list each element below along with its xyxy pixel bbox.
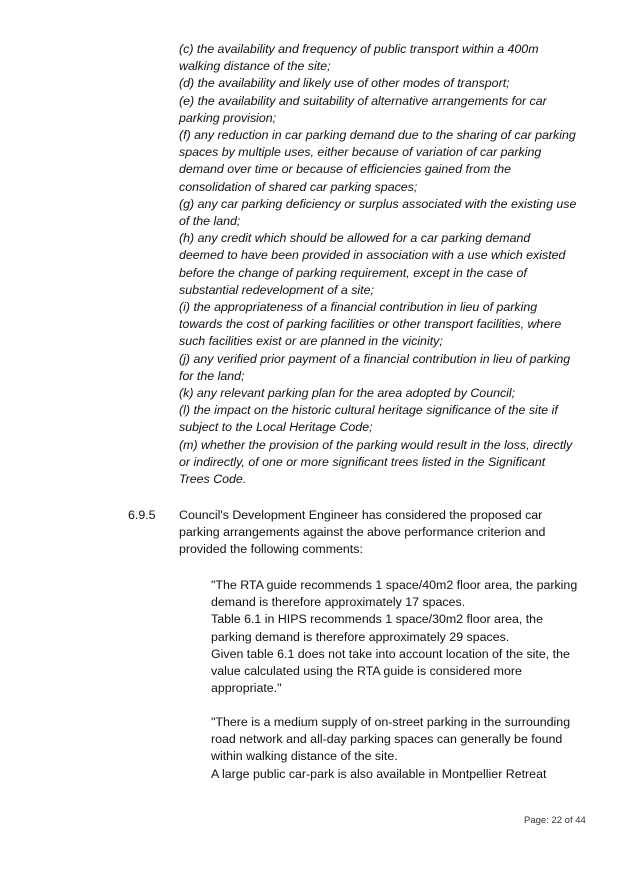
criteria-line: (e) the availability and suitability of alternative arrangements for car [179,93,547,108]
section-number: 6.9.5 [128,508,156,522]
criteria-line: walking distance of the site; [179,59,331,74]
performance-criteria-list [179,41,589,488]
quote-line: Table 6.1 in HIPS recommends 1 space/30m2 floor area, the [211,612,543,627]
quote-line: A large public car-park is also available in Montpellier Retreat [211,766,547,781]
criteria-line: for the land; [179,368,245,383]
criteria-line: (g) any car parking deficiency or surplus associated with the existing use [179,196,577,211]
quote-line: Given table 6.1 does not take into account location of the site, the [211,646,570,661]
criteria-line: deemed to have been provided in association with a use which existed [179,248,566,263]
section-body-line: provided the following comments: [179,542,363,557]
quote-line: "The RTA guide recommends 1 space/40m2 floor area, the parking [211,578,578,592]
criteria-line: (c) the availability and frequency of public transport within a 400m [179,42,539,56]
criteria-line: (f) any reduction in car parking demand due to the sharing of car parking [179,128,576,143]
quote-line: parking demand is therefore approximately 29 spaces. [211,629,510,644]
criteria-line: demand over time or because of efficiencies gained from the [179,162,511,177]
criteria-line: spaces by multiple uses, either because of variation of car parking [179,145,542,160]
criteria-line: subject to the Local Heritage Code; [179,420,373,435]
criteria-line: parking provision; [179,110,277,125]
section-body-line: parking arrangements against the above performance criterion and [179,525,546,540]
quote-line: demand is therefore approximately 17 spaces. [211,595,466,610]
quote-line: appropriate." [211,681,282,696]
criteria-line: (i) the appropriateness of a financial contribution in lieu of parking [179,300,538,315]
criteria-line: (l) the impact on the historic cultural heritage significance of the site if [179,403,558,418]
criteria-line: towards the cost of parking facilities or other transport facilities, where [179,317,562,332]
quote-line: value calculated using the RTA guide is considered more [211,664,522,679]
criteria-line: (k) any relevant parking plan for the area adopted by Council; [179,386,516,401]
criteria-line: such facilities exist or are planned in the vicinity; [179,334,443,349]
quote-line: road network and all-day parking spaces can generally be found [211,732,563,747]
criteria-line: substantial redevelopment of a site; [179,282,374,297]
criteria-line: before the change of parking requirement, except in the case of [179,265,527,280]
criteria-line: consolidation of shared car parking spaces; [179,179,418,194]
criteria-line: (m) whether the provision of the parking would result in the loss, directly [179,437,573,452]
criteria-line: Trees Code. [179,472,247,487]
criteria-line: (h) any credit which should be allowed for a car parking demand [179,231,531,246]
page-number: Page: 22 of 44 [524,815,586,826]
criteria-line: of the land; [179,214,241,229]
quote-line: "There is a medium supply of on-street parking in the surrounding [211,715,571,729]
criteria-line: or indirectly, of one or more significant trees listed in the Significant [179,454,546,469]
section-body [179,507,589,559]
criteria-line: (d) the availability and likely use of other modes of transport; [179,76,510,91]
quote-line: within walking distance of the site. [211,749,398,764]
section-body-line: Council's Development Engineer has considered the proposed car [179,508,543,522]
engineer-quote-parking-supply [211,714,591,783]
engineer-quote-parking-demand [211,577,591,697]
criteria-line: (j) any verified prior payment of a financial contribution in lieu of parking [179,351,571,366]
